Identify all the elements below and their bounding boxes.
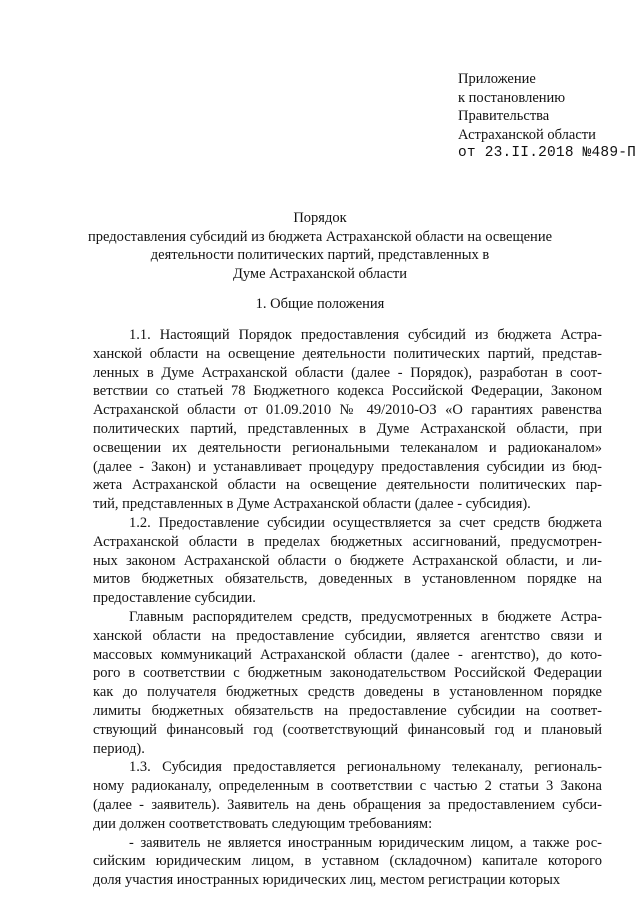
paragraph-line: доля участия иностранных юридических лиц, местом регистрации которых <box>93 872 561 889</box>
paragraph-line: тий, представленных в Думе Астраханской области (далее - субсидия). <box>93 496 531 513</box>
paragraph <box>93 326 602 514</box>
paragraph-line: Астраханской области в пределах бюджетных ассигнований, предусмотрен- <box>93 533 602 550</box>
paragraph-line: период). <box>93 740 145 757</box>
document-title <box>80 209 560 283</box>
document-body <box>93 326 602 890</box>
paragraph-line: ветствии со статьей 78 Бюджетного кодекса Российской Федерации, Законом <box>93 383 602 400</box>
paragraph-line: ствующий финансовый год (соответствующий финансовый год и плановый <box>93 721 602 738</box>
paragraph-line: Астраханской области от 01.09.2010 № 49/2010-ОЗ «О гарантиях равенства <box>93 402 602 419</box>
paragraph-line: митов бюджетных обязательств, доведенных в установленном порядке на <box>93 571 602 588</box>
paragraph-line: - заявитель не является иностранным юридическим лицом, а также рос- <box>129 834 602 851</box>
title-line: деятельности политических партий, представленных в <box>150 247 490 263</box>
annex-block <box>458 70 636 163</box>
paragraph <box>93 514 602 608</box>
annex-line: Приложение <box>458 71 536 87</box>
paragraph-line: сийским юридическим лицом, в уставном (складочном) капитале которого <box>93 853 602 870</box>
paragraph-line: 1.2. Предоставление субсидии осуществляется за счет средств бюджета <box>129 514 602 531</box>
title-line: предоставления субсидий из бюджета Астраханской области на освещение <box>87 228 553 245</box>
annex-line: Правительства <box>458 108 550 124</box>
paragraph-line: политических партий, представленных в Думе Астраханской области, при <box>93 420 602 437</box>
paragraph-line: (далее - заявитель). Заявитель на день обращения за предоставлением субси- <box>93 796 602 813</box>
paragraph-line: ханской области на предоставление субсидии, является агентство связи и <box>93 627 602 644</box>
paragraph-line: рого в соответствии с бюджетным законодательством Российской Федерации <box>93 665 602 682</box>
paragraph-line: освещении их деятельности региональными телеканалом и радиоканалом» <box>93 439 602 456</box>
paragraph-line: жета Астраханской области на освещение деятельности политических пар- <box>93 477 602 494</box>
paragraph-line: как до получателя бюджетных средств доведены в установленном порядке <box>93 684 602 701</box>
title-line: Думе Астраханской области <box>232 265 408 282</box>
paragraph-line: (далее - Закон) и устанавливает процедуру предоставления субсидии из бюд- <box>93 458 602 475</box>
paragraph-line: ных законом Астраханской области о бюджете Астраханской области, и ли- <box>93 552 602 569</box>
paragraph <box>93 608 602 758</box>
title-line: Порядок <box>293 210 347 226</box>
paragraph-line: Главным распорядителем средств, предусмотренных в бюджете Астра- <box>129 608 602 625</box>
annex-line: Астраханской области <box>458 126 596 143</box>
paragraph-line: ному радиоканалу, определенным в соответствии с частью 2 статьи 3 Закона <box>93 778 602 795</box>
paragraph-line: предоставление субсидии. <box>93 590 256 607</box>
paragraph <box>93 758 602 833</box>
annex-line: к постановлению <box>458 89 566 106</box>
paragraph-line: 1.3. Субсидия предоставляется региональному телеканалу, региональ- <box>129 759 602 776</box>
paragraph-line: ленных в Думе Астраханской области (далее - Порядок), разработан в соот- <box>93 364 602 381</box>
paragraph <box>93 834 602 890</box>
section-heading: 1. Общие положения <box>255 296 385 312</box>
decree-number: от 23.II.2018 №489-П <box>458 145 637 161</box>
paragraph-line: ханской области на освещение деятельности политических партий, представ- <box>93 345 602 362</box>
paragraph-line: дии должен соответствовать следующим требованиям: <box>93 815 433 832</box>
paragraph-line: лимиты бюджетных обязательств на предоставление субсидии на соответ- <box>93 702 602 719</box>
paragraph-line: массовых коммуникаций Астраханской области (далее - агентство), до кото- <box>93 646 602 663</box>
paragraph-line: 1.1. Настоящий Порядок предоставления субсидий из бюджета Астра- <box>129 327 602 343</box>
